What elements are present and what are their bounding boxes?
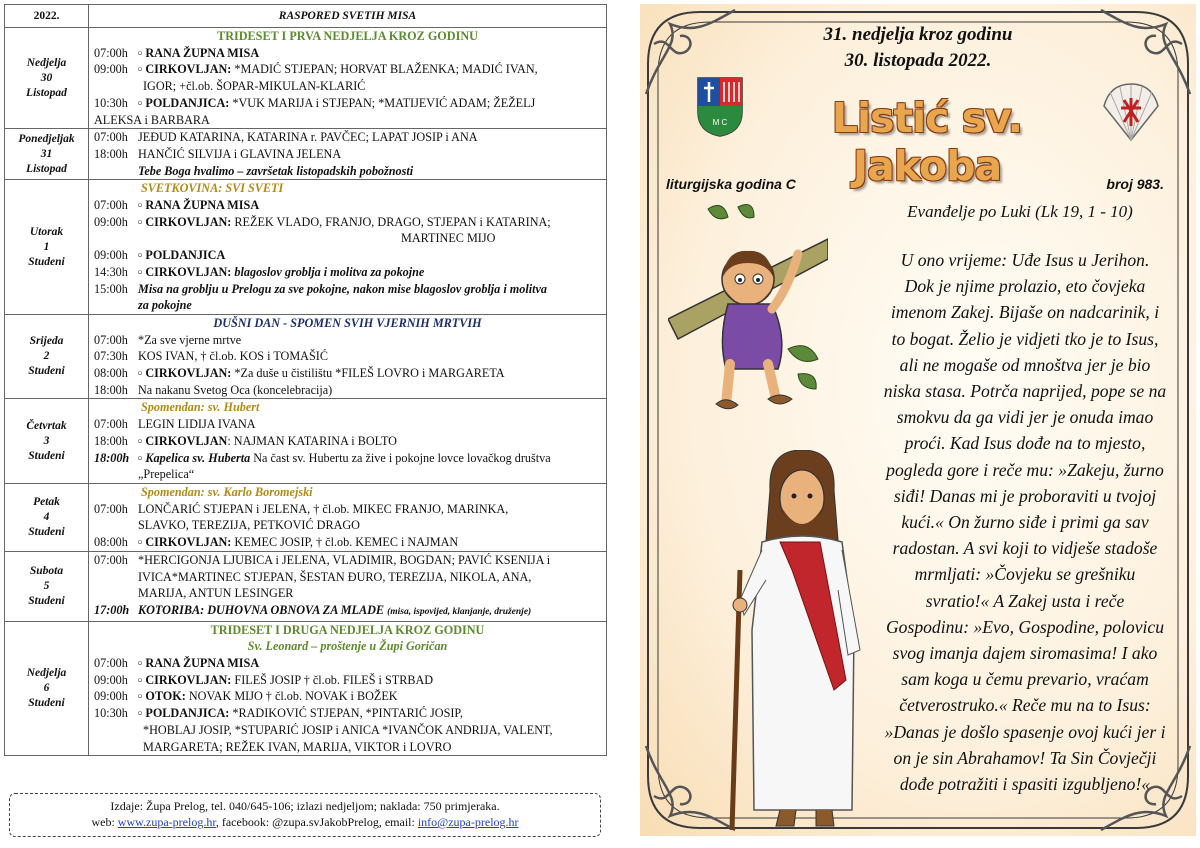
- mass-line: 18:00h Na nakanu Svetog Oca (koncelebracija): [94, 382, 333, 397]
- passage-line: to bogat. Želio je vidjeti tko je to Isus,: [891, 328, 1159, 349]
- day-row: [5, 129, 607, 180]
- passage-line: dođe potražiti i spasiti izgubljeno!«: [899, 774, 1151, 795]
- schedule-title: RASPORED SVETIH MISA: [89, 5, 607, 28]
- svg-text:M C: M C: [712, 118, 728, 127]
- mass-line: za pokojne: [138, 298, 192, 313]
- parish-shield-icon: [696, 76, 744, 138]
- mass-line: IVICA*MARTINEC STJEPAN, ŠESTAN ĐURO, TEREZIJA, NIKOLA, ANA,: [138, 569, 532, 584]
- mass-line: ALEKSA i BARBARA: [94, 112, 210, 127]
- mass-line: 10:30h ▫ POLDANJICA: *RADIKOVIĆ STJEPAN, *PINTARIĆ JOSIP,: [94, 706, 463, 721]
- mass-line: 07:00h JEĐUD KATARINA, KATARINA r. PAVČEC; LAPAT JOSIP i ANA: [94, 130, 478, 145]
- mass-line: 07:00h *Za sve vjerne mrtve: [94, 332, 242, 347]
- jesus-illustration: [720, 450, 880, 830]
- mass-line: 14:30h ▫ CIRKOVLJAN: blagoslov groblja i molitva za pokojne: [94, 264, 425, 279]
- passage-line: smokvu da ga vidi jer je onuda imao: [896, 407, 1154, 428]
- year-cell: 2022.: [5, 5, 89, 28]
- day-label: Ponedjeljak 31 Listopad: [5, 129, 89, 180]
- bulletin-date: 30. listopada 2022.: [844, 50, 992, 71]
- mass-line: 18:00h HANČIĆ SILVIJA i GLAVINA JELENA: [94, 146, 342, 161]
- liturgical-year: liturgijska godina C: [666, 176, 796, 192]
- day-heading: DUŠNI DAN - SPOMEN SVIH VJERNIH MRTVIH: [213, 315, 482, 330]
- mass-line: 07:00h LEGIN LIDIJA IVANA: [94, 417, 256, 432]
- mass-line: 07:00h ▫ RANA ŽUPNA MISA: [94, 656, 260, 671]
- bulletin-page: [640, 4, 1196, 836]
- mass-line: SLAVKO, TEREZIJA, PETKOVIĆ DRAGO: [138, 518, 360, 533]
- passage-line: kući.« On žurno siđe i primi ga sav: [901, 512, 1149, 533]
- mass-line: 07:00h ▫ RANA ŽUPNA MISA: [94, 198, 260, 213]
- mass-line: 07:30h KOS IVAN, † čl.ob. KOS i TOMAŠIĆ: [94, 349, 328, 364]
- bulletin-name: Listić sv. Jakoba: [831, 94, 1023, 190]
- website-link[interactable]: www.zupa-prelog.hr: [117, 815, 216, 829]
- mass-line: IGOR; +čl.ob. ŠOPAR-MIKULAN-KLARIĆ: [143, 79, 366, 94]
- mass-line: 07:00h *HERCIGONJA LJUBICA i JELENA, VLADIMIR, BOGDAN; PAVIĆ KSENIJA i: [94, 552, 551, 567]
- contact-line: web: www.zupa-prelog.hr, facebook: @zupa.svJakobPrelog, email: info@zupa-prelog.hr: [91, 815, 519, 829]
- email-link[interactable]: info@zupa-prelog.hr: [417, 815, 519, 829]
- publisher-footer: [9, 793, 601, 837]
- passage-line: niska stasa. Potrča naprijed, pope se na: [883, 381, 1167, 402]
- passage-line: svratio!« A Zakej usta i reče: [925, 590, 1125, 611]
- passage-line: pogleda gore i reče mu: »Zakeju, žurno: [886, 459, 1164, 480]
- passage-line: imenom Zakej. Bijaše on nadcarinik, i: [890, 302, 1160, 323]
- day-heading: TRIDESET I DRUGA NEDJELJA KROZ GODINU: [210, 622, 485, 637]
- passage-line: radostan. A svi koji to vidješe stadoše: [892, 538, 1158, 559]
- day-label: Utorak 1 Studeni: [5, 180, 89, 315]
- mass-line: 08:00h ▫ CIRKOVLJAN: *Za duše u čistilištu *FILEŠ LOVRO i MARGARETA: [94, 366, 505, 381]
- day-heading: TRIDESET I PRVA NEDJELJA KROZ GODINU: [217, 29, 478, 43]
- passage-line: proći. Kad Isus dođe na to mjesto,: [904, 433, 1146, 454]
- day-row: [5, 483, 607, 551]
- day-entries: [89, 129, 607, 180]
- day-heading: Spomendan: sv. Karlo Boromejski: [141, 484, 313, 499]
- day-entries: [89, 483, 607, 551]
- issue-number: broj 983.: [1106, 176, 1164, 192]
- mass-line: 18:00h ▫ Kapelica sv. Huberta Na čast sv. Hubertu za žive i pokojne lovce lovačkog društva: [94, 450, 551, 465]
- passage-line: U ono vrijeme: Uđe Isus u Jerihon.: [900, 250, 1150, 270]
- passage-line: svog imanja dajem siromasima! I ako: [892, 643, 1158, 664]
- gospel-reference: Evanđelje po Luki (Lk 19, 1 - 10): [907, 202, 1133, 221]
- mass-line: MARIJA, ANTUN LESINGER: [138, 586, 294, 601]
- mass-line: 15:00h Misa na groblju u Prelogu za sve pokojne, nakon mise blagoslov groblja i molitva: [94, 281, 547, 296]
- day-label: Četvrtak 3 Studeni: [5, 399, 89, 484]
- day-entries: [89, 551, 607, 621]
- mass-line: Tebe Boga hvalimo – završetak listopadskih pobožnosti: [138, 163, 414, 178]
- day-label: Subota 5 Studeni: [5, 551, 89, 621]
- passage-line: »Danas je došlo spasenje ovoj kući jer i: [884, 721, 1166, 742]
- mass-line: 08:00h ▫ CIRKOVLJAN: KEMEC JOSIP, † čl.ob. KEMEC i NAJMAN: [94, 535, 459, 550]
- mass-line: 09:00h ▫ POLDANJICA: [94, 248, 226, 263]
- day-row: [5, 551, 607, 621]
- mass-line: 09:00h ▫ CIRKOVLJAN: FILEŠ JOSIP † čl.ob. FILEŠ i STRBAD: [94, 672, 434, 687]
- day-row: [5, 180, 607, 315]
- day-row: [5, 28, 607, 129]
- mass-line: 07:00h LONČARIĆ STJEPAN i JELENA, † čl.ob. MIKEC FRANJO, MARINKA,: [94, 501, 509, 516]
- passage-line: ali ne mogaše od mnoštva jer je bio: [899, 354, 1151, 375]
- passage-line: četverostruko.« Reče mu na to Isus:: [899, 695, 1151, 716]
- publisher-line: Izdaje: Župa Prelog, tel. 040/645-106; izlazi nedjeljom; naklada: 750 primjeraka.: [110, 799, 500, 813]
- schedule-table: [4, 4, 607, 756]
- passage-line: sam koga u čemu prevario, vraćam: [901, 669, 1149, 690]
- passage-line: Dok je njime prolazio, eto čovjeka: [904, 276, 1146, 297]
- mass-line: 10:30h ▫ POLDANJICA: *VUK MARIJA i STJEPAN; *MATIJEVIĆ ADAM; ŽEŽELJ: [94, 95, 536, 110]
- day-label: Petak 4 Studeni: [5, 483, 89, 551]
- day-heading: SVETKOVINA: SVI SVETI: [141, 181, 284, 196]
- day-entries: [89, 314, 607, 399]
- passage-line: Gospodinu: »Evo, Gospodine, polovicu: [885, 616, 1165, 637]
- mass-schedule: [4, 4, 607, 789]
- day-row: [5, 621, 607, 756]
- zacchaeus-illustration: [668, 199, 828, 429]
- day-heading: Spomendan: sv. Hubert: [141, 400, 260, 415]
- day-label: Srijeda 2 Studeni: [5, 314, 89, 399]
- mass-line: 18:00h ▫ CIRKOVLJAN: NAJMAN KATARINA i BOLTO: [94, 433, 397, 448]
- day-entries: [89, 621, 607, 756]
- day-subheading: Sv. Leonard – proštenje u Župi Goričan: [247, 639, 448, 654]
- passage-line: siđi! Danas mi je proboraviti u tvojoj: [893, 485, 1157, 506]
- day-entries: [89, 180, 607, 315]
- mass-line: 09:00h ▫ OTOK: NOVAK MIJO † čl.ob. NOVAK i BOŽEK: [94, 689, 398, 704]
- mass-line: 09:00h ▫ CIRKOVLJAN: REŽEK VLADO, FRANJO, DRAGO, STJEPAN i KATARINA;: [94, 214, 551, 229]
- day-entries: [89, 28, 607, 129]
- passage-line: mrmljati: »Čovjeku se grešniku: [914, 564, 1136, 585]
- mass-line: „Prepelica“: [138, 467, 195, 482]
- day-label: Nedjelja 6 Studeni: [5, 621, 89, 756]
- mass-line: MARTINEC MIJO: [401, 231, 496, 246]
- scallop-shell-icon: [1100, 82, 1162, 142]
- day-row: [5, 314, 607, 399]
- day-row: [5, 399, 607, 484]
- passage-line: on je sin Abrahamov! Ta Sin Čovječji: [893, 747, 1157, 768]
- gospel-passage: [865, 247, 1185, 797]
- day-entries: [89, 399, 607, 484]
- mass-line: MARGARETA; REŽEK IVAN, MARIJA, VIKTOR i LOVRO: [143, 739, 452, 754]
- mass-line: 09:00h ▫ CIRKOVLJAN: *MADIĆ STJEPAN; HORVAT BLAŽENKA; MADIĆ IVAN,: [94, 62, 538, 77]
- mass-line: 17:00h KOTORIBA: DUHOVNA OBNOVA ZA MLADE (misa, ispovijed, klanjanje, druženje): [94, 602, 532, 617]
- mass-line: 07:00h ▫ RANA ŽUPNA MISA: [94, 45, 260, 60]
- mass-line: *HOBLAJ JOSIP, *STUPARIĆ JOSIP i ANICA *IVANČOK ANDRIJA, VALENT,: [143, 722, 553, 737]
- sunday-title: 31. nedjelja kroz godinu: [823, 24, 1013, 45]
- day-label: Nedjelja 30 Listopad: [5, 28, 89, 129]
